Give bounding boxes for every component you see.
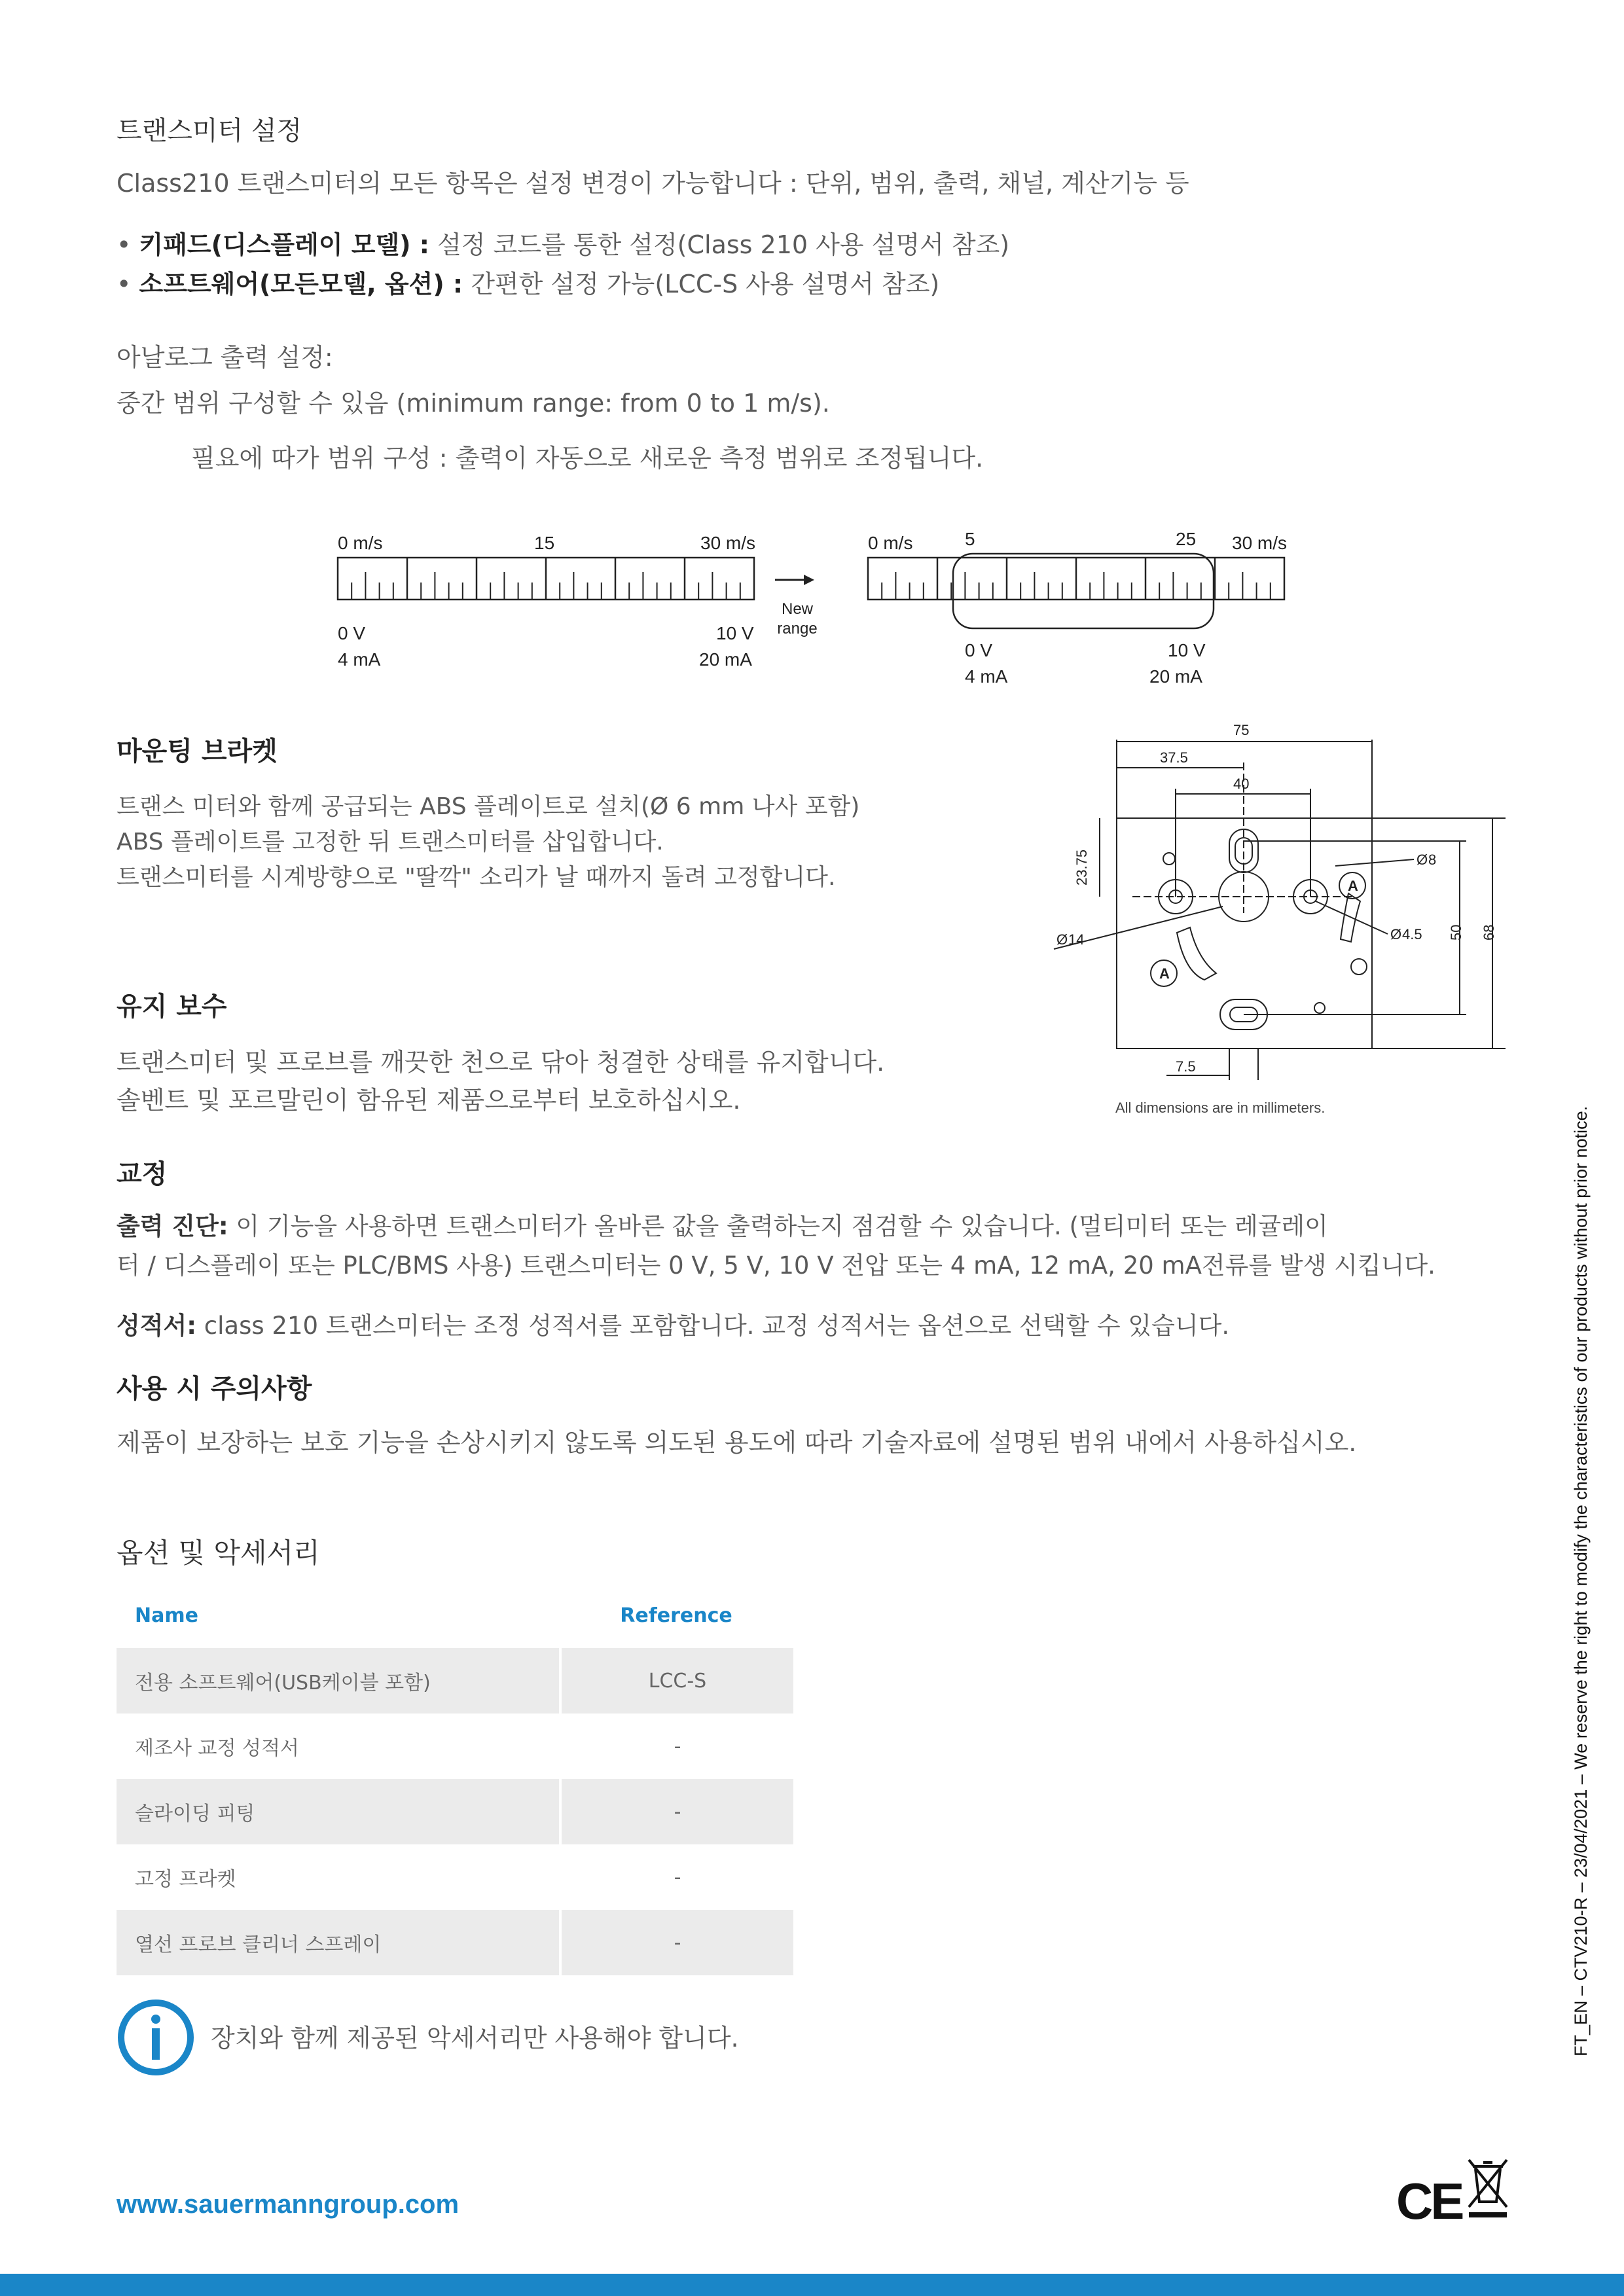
- left-top-2: 30 m/s: [700, 533, 756, 553]
- cert-line: class 210 트랜스미터는 조정 성적서를 포함합니다. 교정 성적서는 옵션으로 선택할 수 있습니다.: [196, 1312, 1230, 1340]
- dimensions-note: All dimensions are in millimeters.: [1115, 1100, 1326, 1116]
- dim-75: 75: [1233, 722, 1250, 738]
- marker-a-right-label: A: [1348, 878, 1358, 894]
- section-title-accessories: 옵션 및 악세서리: [117, 1537, 320, 1569]
- dim-d8: 8: [1428, 852, 1437, 868]
- output-line-1: 이 기능을 사용하면 트랜스미터가 올바른 값을 출력하는지 점검할 수 있습니다. (멀티미터 또는 레귤레이: [228, 1212, 1328, 1240]
- left-bottom-ma0: 4 mA: [338, 649, 381, 670]
- info-note: 장치와 함께 제공된 악세서리만 사용해야 합니다.: [211, 2024, 739, 2053]
- new-range-outline: [953, 554, 1214, 628]
- clip-left: [1177, 927, 1216, 980]
- ruler-right: [868, 558, 1284, 600]
- maintenance-line-2: 솔벤트 및 포르말린이 함유된 제품으로부터 보호하십시오.: [117, 1086, 741, 1115]
- analog-title: 아날로그 출력 설정:: [117, 343, 333, 372]
- analog-indent: 필요에 따가 범위 구성 : 출력이 자동으로 새로운 측정 범위로 조정됩니다.: [191, 444, 984, 473]
- section-title-maintenance: 유지 보수: [117, 992, 227, 1022]
- output-label: 출력 진단:: [117, 1212, 228, 1240]
- cert-label: 성적서:: [117, 1312, 197, 1340]
- row-ref: -: [559, 1844, 793, 1910]
- dim-d8-glyph: Ø: [1416, 852, 1428, 868]
- table-row: [117, 1648, 793, 1713]
- arrow-head: [804, 575, 814, 585]
- dim-375: 37.5: [1160, 749, 1188, 766]
- mounting-line-3: 트랜스미터를 시계방향으로 "딸깍" 소리가 날 때까지 돌려 고정합니다.: [117, 864, 836, 891]
- row-name: 제조사 교정 성적서: [135, 1737, 299, 1760]
- small-hole-b: [1314, 1003, 1325, 1013]
- left-top-0: 0 m/s: [338, 533, 383, 553]
- table-row: [117, 1910, 793, 1975]
- row-name: 열선 프로브 클리너 스프레이: [117, 1910, 559, 1975]
- table-row: [117, 1713, 793, 1779]
- range-diagram: [327, 517, 1309, 700]
- transmitter-intro: Class210 트랜스미터의 모든 항목은 설정 변경이 가능합니다 : 단위, 범위, 출력, 채널, 계산기능 등: [117, 169, 1189, 198]
- dim-d14-glyph: Ø: [1056, 931, 1068, 948]
- table-row: [117, 1779, 793, 1844]
- weee-bin-icon: [1465, 2156, 1511, 2219]
- ce-mark: CE: [1396, 2172, 1462, 2230]
- footer-bar: [0, 2274, 1624, 2296]
- dim-d14: 14: [1068, 931, 1085, 948]
- section-title-transmitter: 트랜스미터 설정: [117, 116, 302, 146]
- mounting-line-2: ABS 플레이트를 고정한 뒤 트랜스미터를 삽입합니다.: [117, 829, 664, 855]
- right-top-0: 0 m/s: [868, 533, 913, 553]
- leader-d8: [1335, 859, 1414, 866]
- maintenance-text: [117, 1043, 884, 1119]
- maintenance-line-1: 트랜스미터 및 프로브를 깨끗한 천으로 닦아 청결한 상태를 유지합니다.: [117, 1048, 885, 1077]
- section-title-mounting: 마운팅 브라켓: [117, 736, 278, 766]
- row-ref: LCC-S: [559, 1648, 793, 1713]
- dim-50: 50: [1448, 924, 1464, 941]
- dim-2375: 23.75: [1074, 849, 1090, 886]
- section-title-precautions: 사용 시 주의사항: [117, 1374, 312, 1404]
- bullet-dot: •: [117, 230, 139, 259]
- right-top-25: 25: [1176, 529, 1197, 549]
- calibration-output: [117, 1207, 1435, 1285]
- right-bottom-v10: 10 V: [1168, 640, 1206, 660]
- calibration-cert: [117, 1308, 1229, 1344]
- ruler-left: [338, 558, 754, 600]
- column-name: Name: [135, 1604, 198, 1627]
- bracket-drawing: [1047, 717, 1506, 1122]
- website-link[interactable]: www.sauermanngroup.com: [117, 2190, 460, 2219]
- left-bottom-v0: 0 V: [338, 623, 366, 643]
- right-bottom-v0: 0 V: [965, 640, 993, 660]
- dim-40: 40: [1233, 776, 1250, 792]
- row-ref: -: [559, 1779, 793, 1844]
- table-header: [117, 1583, 793, 1648]
- row-ref: -: [559, 1910, 793, 1975]
- bullet-software-label: 소프트웨어(모든모델, 옵션) :: [139, 270, 463, 298]
- left-bottom-v10: 10 V: [716, 623, 754, 643]
- mounting-line-1: 트랜스 미터와 함께 공급되는 ABS 플레이트로 설치(Ø 6 mm 나사 포함): [117, 793, 860, 820]
- right-bottom-ma0: 4 mA: [965, 666, 1008, 687]
- right-top-30: 30 m/s: [1232, 533, 1288, 553]
- mounting-text: [117, 789, 859, 895]
- column-reference: Reference: [620, 1604, 732, 1627]
- marker-a-left-label: A: [1159, 965, 1170, 982]
- bullet-software: [117, 264, 939, 304]
- row-name: 전용 소프트웨어(USB케이블 포함): [117, 1648, 559, 1713]
- bullet-software-text: 간편한 설정 가능(LCC-S 사용 설명서 참조): [463, 270, 940, 298]
- table-row: [117, 1844, 793, 1910]
- arrow-label-range: range: [777, 620, 818, 637]
- precautions-text: 제품이 보장하는 보호 기능을 손상시키지 않도록 의도된 용도에 따라 기술자료에 설명된 범위 내에서 사용하십시오.: [117, 1428, 1357, 1457]
- left-bottom-ma20: 20 mA: [699, 649, 752, 670]
- right-top-5: 5: [965, 529, 975, 549]
- dim-d45: 4.5: [1402, 926, 1422, 942]
- row-name: 고정 프라켓: [135, 1868, 236, 1891]
- small-hole-r: [1351, 959, 1367, 975]
- row-ref: -: [559, 1713, 793, 1779]
- section-title-calibration: 교정: [117, 1159, 168, 1189]
- row-name: 슬라이딩 피팅: [117, 1779, 559, 1844]
- output-line-2: 터 / 디스플레이 또는 PLC/BMS 사용) 트랜스미터는 0 V, 5 V, 10 V 전압 또는 4 mA, 12 mA, 20 mA전류를 발생 시킵니다.: [117, 1251, 1435, 1280]
- side-legal-note: FT_EN – CTV210-R – 23/04/2021 – We reserve the right to modify the characteristics of our products without prior notice.: [1571, 1105, 1591, 2056]
- left-top-1: 15: [534, 533, 555, 553]
- analog-line: 중간 범위 구성할 수 있음 (minimum range: from 0 to 1 m/s).: [117, 389, 830, 418]
- leader-d45: [1316, 901, 1388, 934]
- right-bottom-ma20: 20 mA: [1149, 666, 1202, 687]
- info-icon: [117, 1998, 195, 2077]
- dim-75b: 7.5: [1176, 1058, 1196, 1075]
- bullet-dot: •: [117, 270, 139, 298]
- arrow-label-new: New: [781, 600, 814, 618]
- dim-68: 68: [1481, 924, 1497, 941]
- dim-d45-glyph: Ø: [1390, 926, 1402, 942]
- accessories-table: [117, 1583, 793, 1975]
- bullet-keypad-text: 설정 코드를 통한 설정(Class 210 사용 설명서 참조): [429, 230, 1010, 259]
- bullet-keypad-label: 키패드(디스플레이 모델) :: [139, 230, 429, 259]
- bullet-keypad: [117, 225, 1009, 264]
- small-hole-tl: [1163, 853, 1175, 865]
